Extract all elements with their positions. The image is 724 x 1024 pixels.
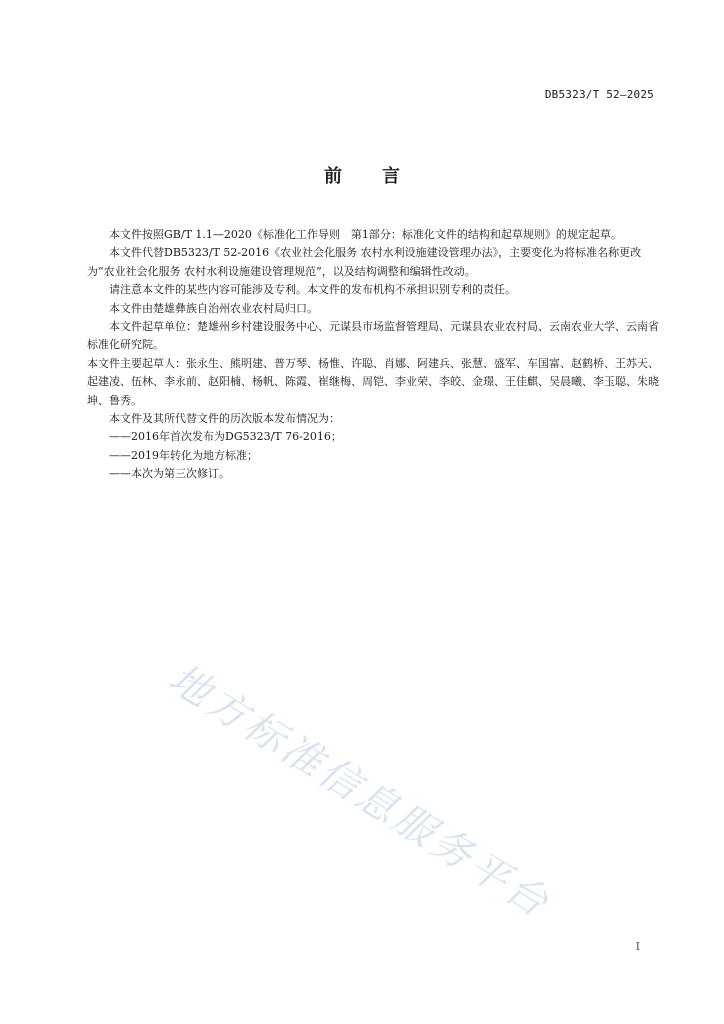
paragraph-patent-notice: 请注意本文件的某些内容可能涉及专利。本文件的发布机构不承担识别专利的责任。: [109, 283, 516, 297]
foreword-body: [87, 226, 659, 484]
paragraph-drafting-units: 本文件起草单位：楚雄州乡村建设服务中心、元谋县市场监督管理局、元谋县农业农村局、云南农业大学、云南省标准化研究院。: [87, 320, 659, 352]
paragraph-drafters: 本文件主要起草人：张永生、熊明建、普万琴、杨惟、许聪、肖娜、阿建兵、张慧、盛军、车国富、赵鹤桥、王苏天、起建凌、伍林、李永前、赵阳楠、杨帆、陈霞、崔继梅、周铠、李业荣、李皎、金璟、王佳麒、吴晨曦、李玉聪、朱晓坤、鲁秀。: [87, 356, 659, 407]
paragraph-drafting-rules: 本文件按照GB/T 1.1—2020《标准化工作导则 第1部分：标准化文件的结构和起草规则》的规定起草。: [109, 228, 622, 241]
document-code: DB5323/T 52—2025: [544, 88, 654, 101]
history-item-current: ——本次为第三次修订。: [109, 467, 230, 481]
paragraph-responsible-org: 本文件由楚雄彝族自治州农业农村局归口。: [109, 301, 318, 315]
title-char-1: 前: [324, 166, 342, 187]
history-item-2019: ——2019年转化为地方标准；: [109, 448, 258, 462]
paragraph-history-intro: 本文件及其所代替文件的历次版本发布情况为：: [109, 412, 340, 426]
page-number: I: [635, 940, 640, 953]
title-char-2: 言: [382, 166, 400, 187]
history-item-2016: ——2016年首次发布为DG5323/T 76-2016；: [109, 430, 342, 444]
watermark: 地方标准信息服务平台: [160, 655, 559, 928]
paragraph-replacement: 本文件代替DB5323/T 52-2016《农业社会化服务 农村水利设施建设管理办法》，主要变化为将标准名称更改为“农业社会化服务 农村水利设施建设管理规范”，以及结构调整和编辑性改动。: [87, 246, 642, 278]
page-title: [0, 162, 724, 188]
